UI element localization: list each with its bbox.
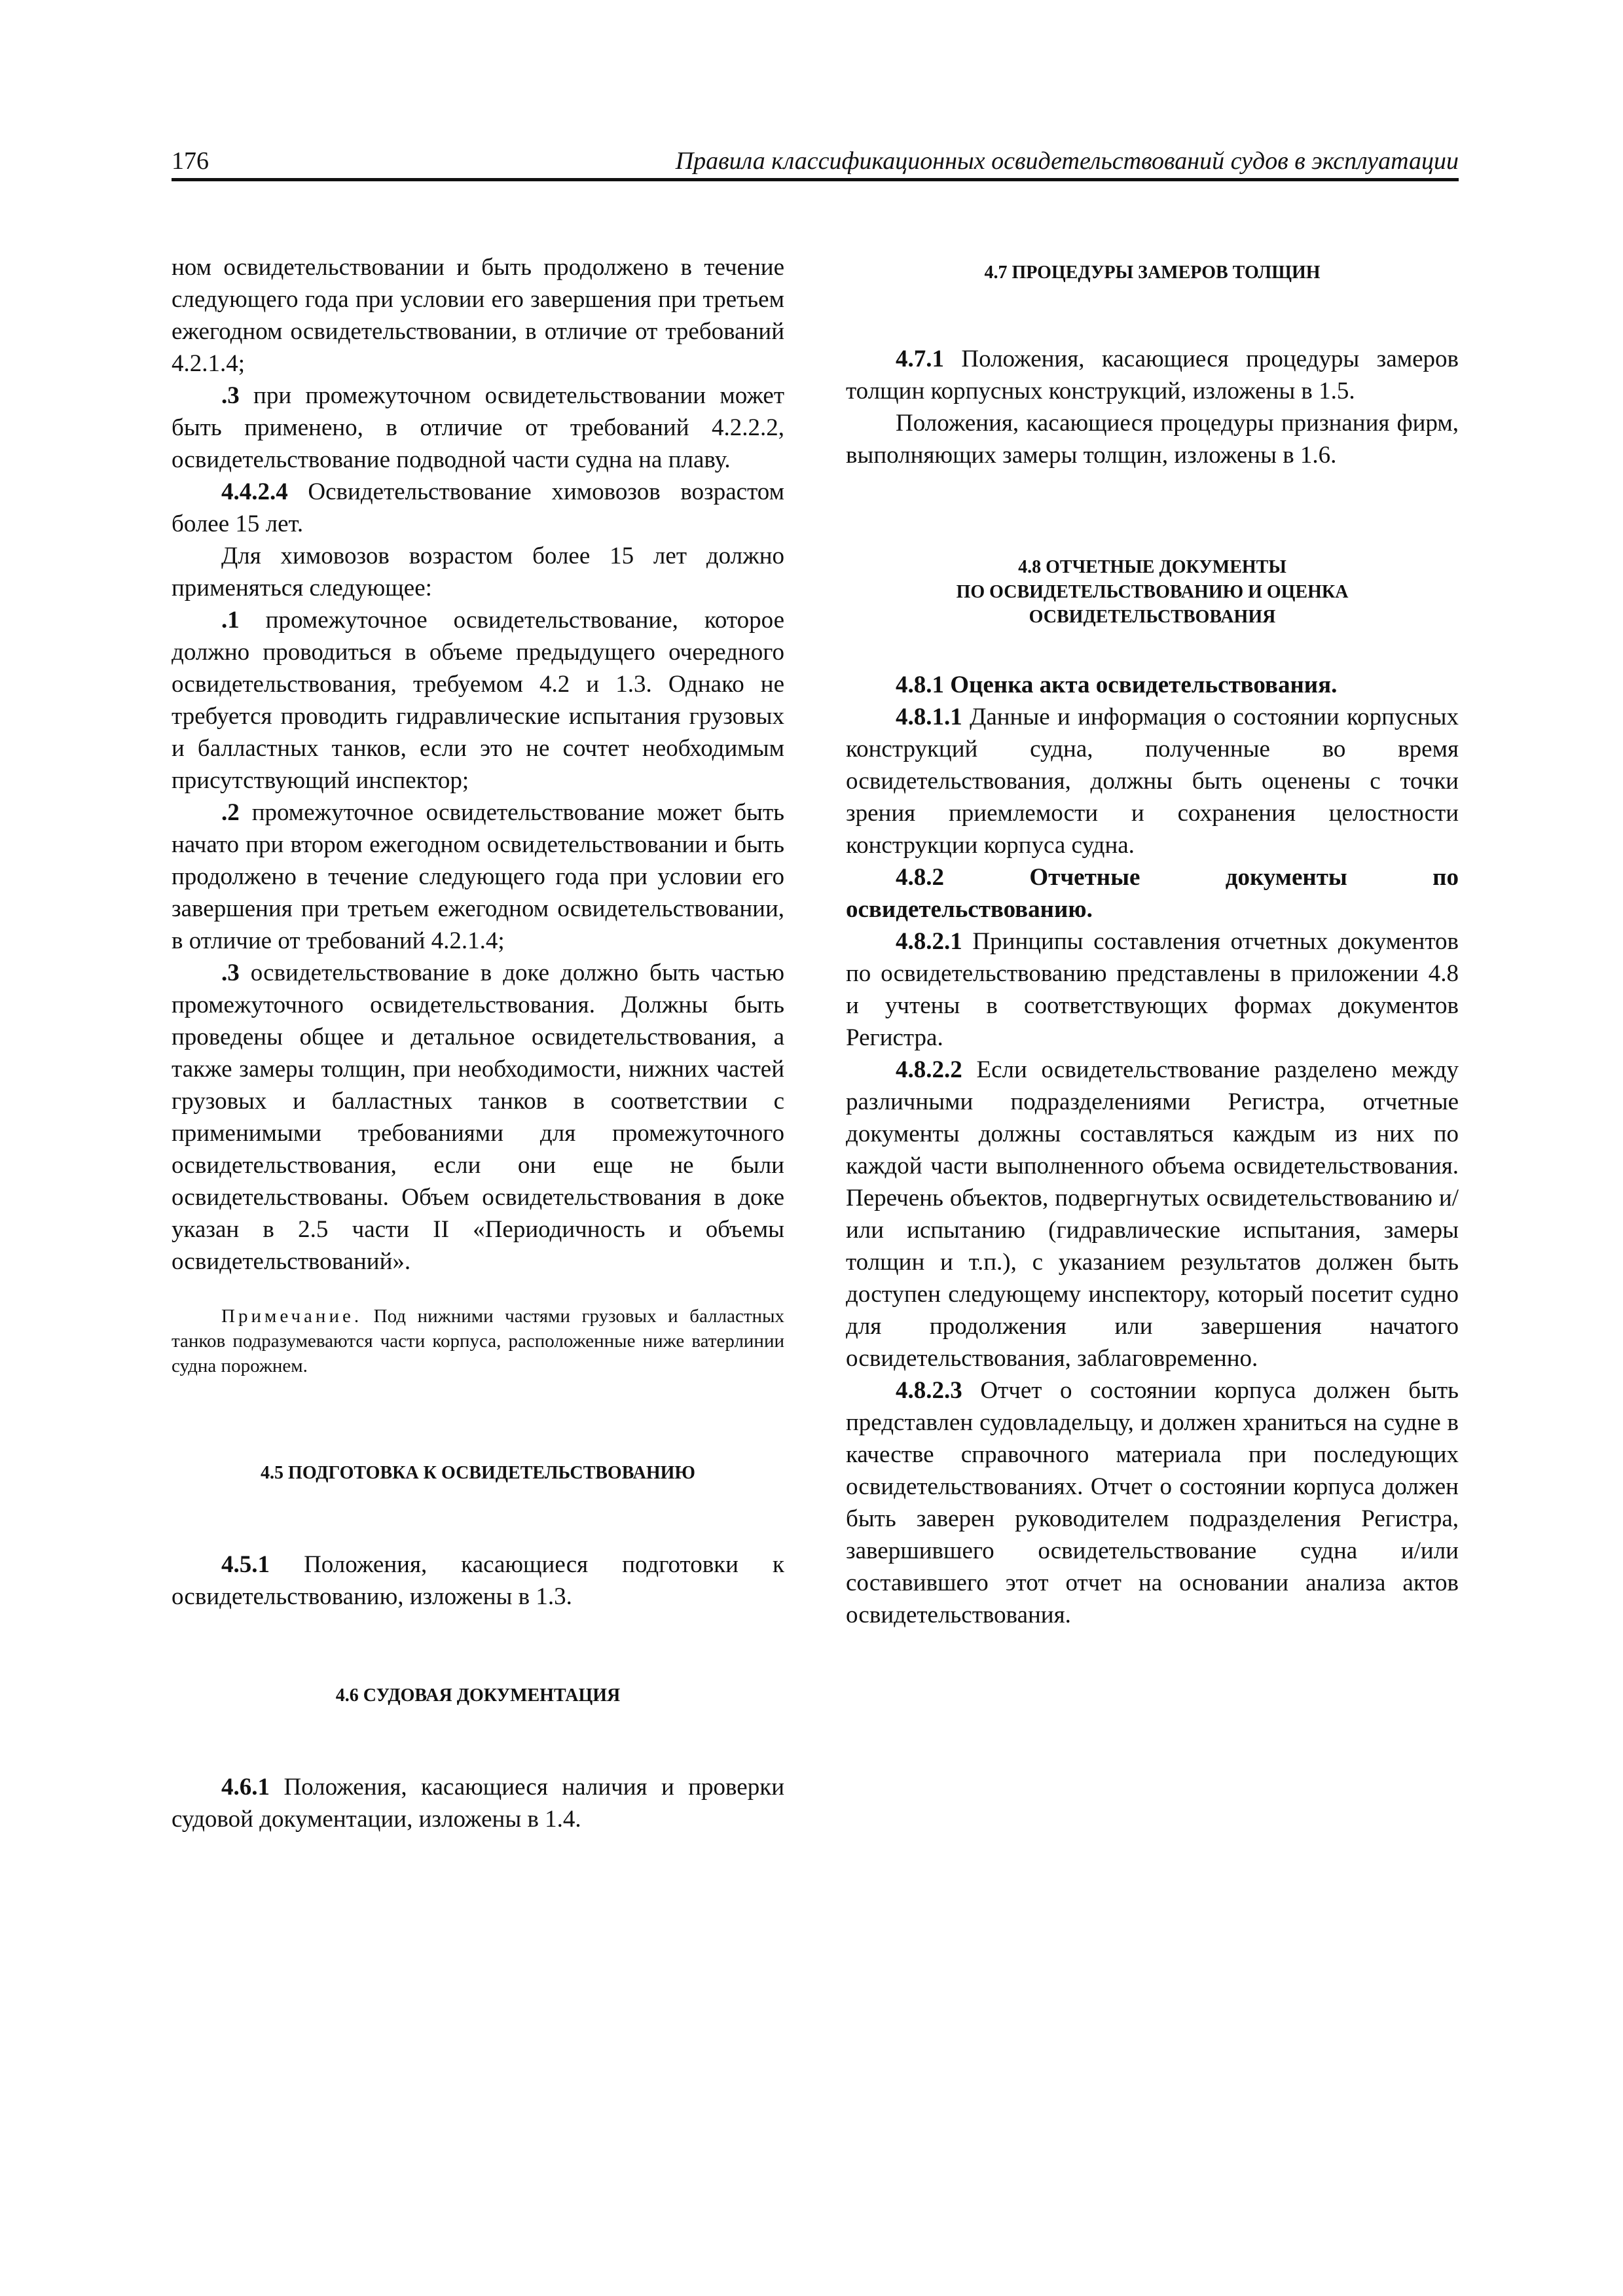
item-number: 4.8.2.1 — [896, 928, 962, 955]
item-number: 4.8.2.3 — [896, 1377, 962, 1404]
section-heading-4-5: 4.5 ПОДГОТОВКА К ОСВИДЕТЕЛЬСТВОВАНИЮ — [261, 1463, 695, 1483]
paragraph-text: промежуточное освидетельствование может быть начато при втором ежегодном освидетельствовании и быть продолжено в течение следующего года при условии его завершения при третьем ежегодном освидетельствовании, в отличие от требований 4.2.1.4; — [172, 799, 784, 954]
item-number: .3 — [221, 382, 240, 409]
paragraph-text: Отчет о состоянии корпуса должен быть представлен судовладельцу, и должен храниться на судне в качестве справочного материала при последующих освидетельствованиях. Отчет о состоянии корпуса должен быть заверен руководителем подразделения Регистра, завершившего освидетельствование судна и/или составившего этот отчет на основании анализа актов освидетельствования. — [846, 1377, 1459, 1628]
paragraph — [172, 1771, 784, 1835]
paragraph: Положения, касающиеся процедуры признания фирм, выполняющих замеры толщин, изложены в 1.6. — [846, 410, 1459, 469]
running-title: Правила классификационных освидетельствований судов в эксплуатации — [675, 147, 1459, 175]
section-heading-4-6: 4.6 СУДОВАЯ ДОКУМЕНТАЦИЯ — [335, 1685, 621, 1706]
item-number: 4.8.1.1 — [896, 704, 962, 730]
paragraph-text: Принципы составления отчетных документов по освидетельствованию представлены в приложении 4.8 и учтены в соответствующих формах документов Регистра. — [846, 928, 1459, 1051]
paragraph-text: при промежуточном освидетельствовании может быть применено, в отличие от требований 4.2.2.2, освидетельствование подводной части судна на плаву. — [172, 382, 784, 473]
paragraph — [172, 604, 784, 797]
paragraph — [172, 380, 784, 476]
paragraph — [172, 1549, 784, 1613]
paragraph-text: Положения, касающиеся подготовки к освидетельствованию, изложены в 1.3. — [172, 1551, 784, 1610]
item-number: 4.7.1 — [896, 346, 944, 372]
paragraph — [846, 925, 1459, 1054]
item-number: 4.6.1 — [221, 1774, 270, 1801]
section-heading-4-8-line-2: ПО ОСВИДЕТЕЛЬСТВОВАНИЮ И ОЦЕНКА — [956, 582, 1349, 602]
paragraph-text: Если освидетельствование разделено между различными подразделениями Регистра, отчетные документы должны составляться каждым из них по каждой части выполненного объема освидетельствования. Перечень объектов, подвергнутых освидетельствованию и/или испытанию (гидравлические испытания, замеры толщин и т.п.), с указанием результатов должен быть доступен следующему инспектору, который посетит судно для продолжения или завершения начатого освидетельствования, заблаговременно. — [846, 1056, 1459, 1372]
item-number: .1 — [221, 607, 240, 634]
paragraph — [172, 957, 784, 1278]
item-number: .3 — [221, 960, 240, 986]
paragraph — [846, 701, 1459, 861]
note — [172, 1304, 784, 1378]
item-number: .2 — [221, 799, 240, 826]
paragraph — [172, 476, 784, 540]
section-heading-4-8-line-3: ОСВИДЕТЕЛЬСТВОВАНИЯ — [1029, 607, 1276, 627]
paragraph — [846, 343, 1459, 407]
left-column — [172, 251, 784, 1835]
section-heading-4-8-line-1: 4.8 ОТЧЕТНЫЕ ДОКУМЕНТЫ — [1018, 557, 1286, 577]
item-number: 4.5.1 — [221, 1551, 270, 1578]
paragraph: Для химовозов возрастом более 15 лет должно применяться следующее: — [172, 543, 784, 601]
paragraph-text: Данные и информация о состоянии корпусных конструкций судна, полученные во время освидетельствования, должны быть оценены с точки зрения приемлемости и сохранения целостности конструкции корпуса судна. — [846, 704, 1459, 859]
item-number: 4.4.2.4 — [221, 478, 288, 505]
paragraph-text: Освидетельствование химовозов возрастом более 15 лет. — [172, 478, 784, 537]
header-rule — [172, 178, 1459, 181]
page-number: 176 — [172, 147, 209, 175]
right-column — [846, 251, 1459, 1631]
page-header — [172, 143, 1459, 182]
item-number: 4.8.2.2 — [896, 1056, 962, 1083]
paragraph — [846, 1374, 1459, 1631]
paragraph — [172, 797, 784, 957]
paragraph-text: промежуточное освидетельствование, которое должно проводиться в объеме предыдущего очередного освидетельствования, требуемом 4.2 и 1.3. Однако не требуется проводить гидравлические испытания грузовых и балластных танков, если это не сочтет необходимым присутствующий инспектор; — [172, 607, 784, 794]
subsection-heading-4-8-1: 4.8.1 Оценка акта освидетельствования. — [896, 672, 1338, 698]
section-heading-4-7: 4.7 ПРОЦЕДУРЫ ЗАМЕРОВ ТОЛЩИН — [984, 262, 1321, 283]
paragraph: ном освидетельствовании и быть продолжено в течение следующего года при условии его завершения при третьем ежегодном освидетельствовании, в отличие от требований 4.2.1.4; — [172, 254, 784, 377]
paragraph-text: Положения, касающиеся наличия и проверки судовой документации, изложены в 1.4. — [172, 1774, 784, 1833]
paragraph-text: освидетельствование в доке должно быть частью промежуточного освидетельствования. Должны быть проведены общее и детальное освидетельствования, а также замеры толщин, при необходимости, нижних частей грузовых и балластных танков в соответствии с применимыми требованиями для промежуточного освидетельствования, если они еще не были освидетельствованы. Объем освидетельствования в доке указан в 2.5 части II «Периодичность и объемы освидетельствований». — [172, 960, 784, 1275]
note-text: Под нижними частями грузовых и балластных танков подразумеваются части корпуса, расположенные ниже ватерлинии судна порожнем. — [172, 1306, 784, 1376]
note-label: Примечание. — [221, 1306, 363, 1327]
paragraph-text: Положения, касающиеся процедуры замеров толщин корпусных конструкций, изложены в 1.5. — [846, 346, 1459, 404]
paragraph — [846, 1054, 1459, 1374]
subsection-heading-4-8-2: 4.8.2 Отчетные документы по освидетельствованию. — [846, 864, 1459, 923]
